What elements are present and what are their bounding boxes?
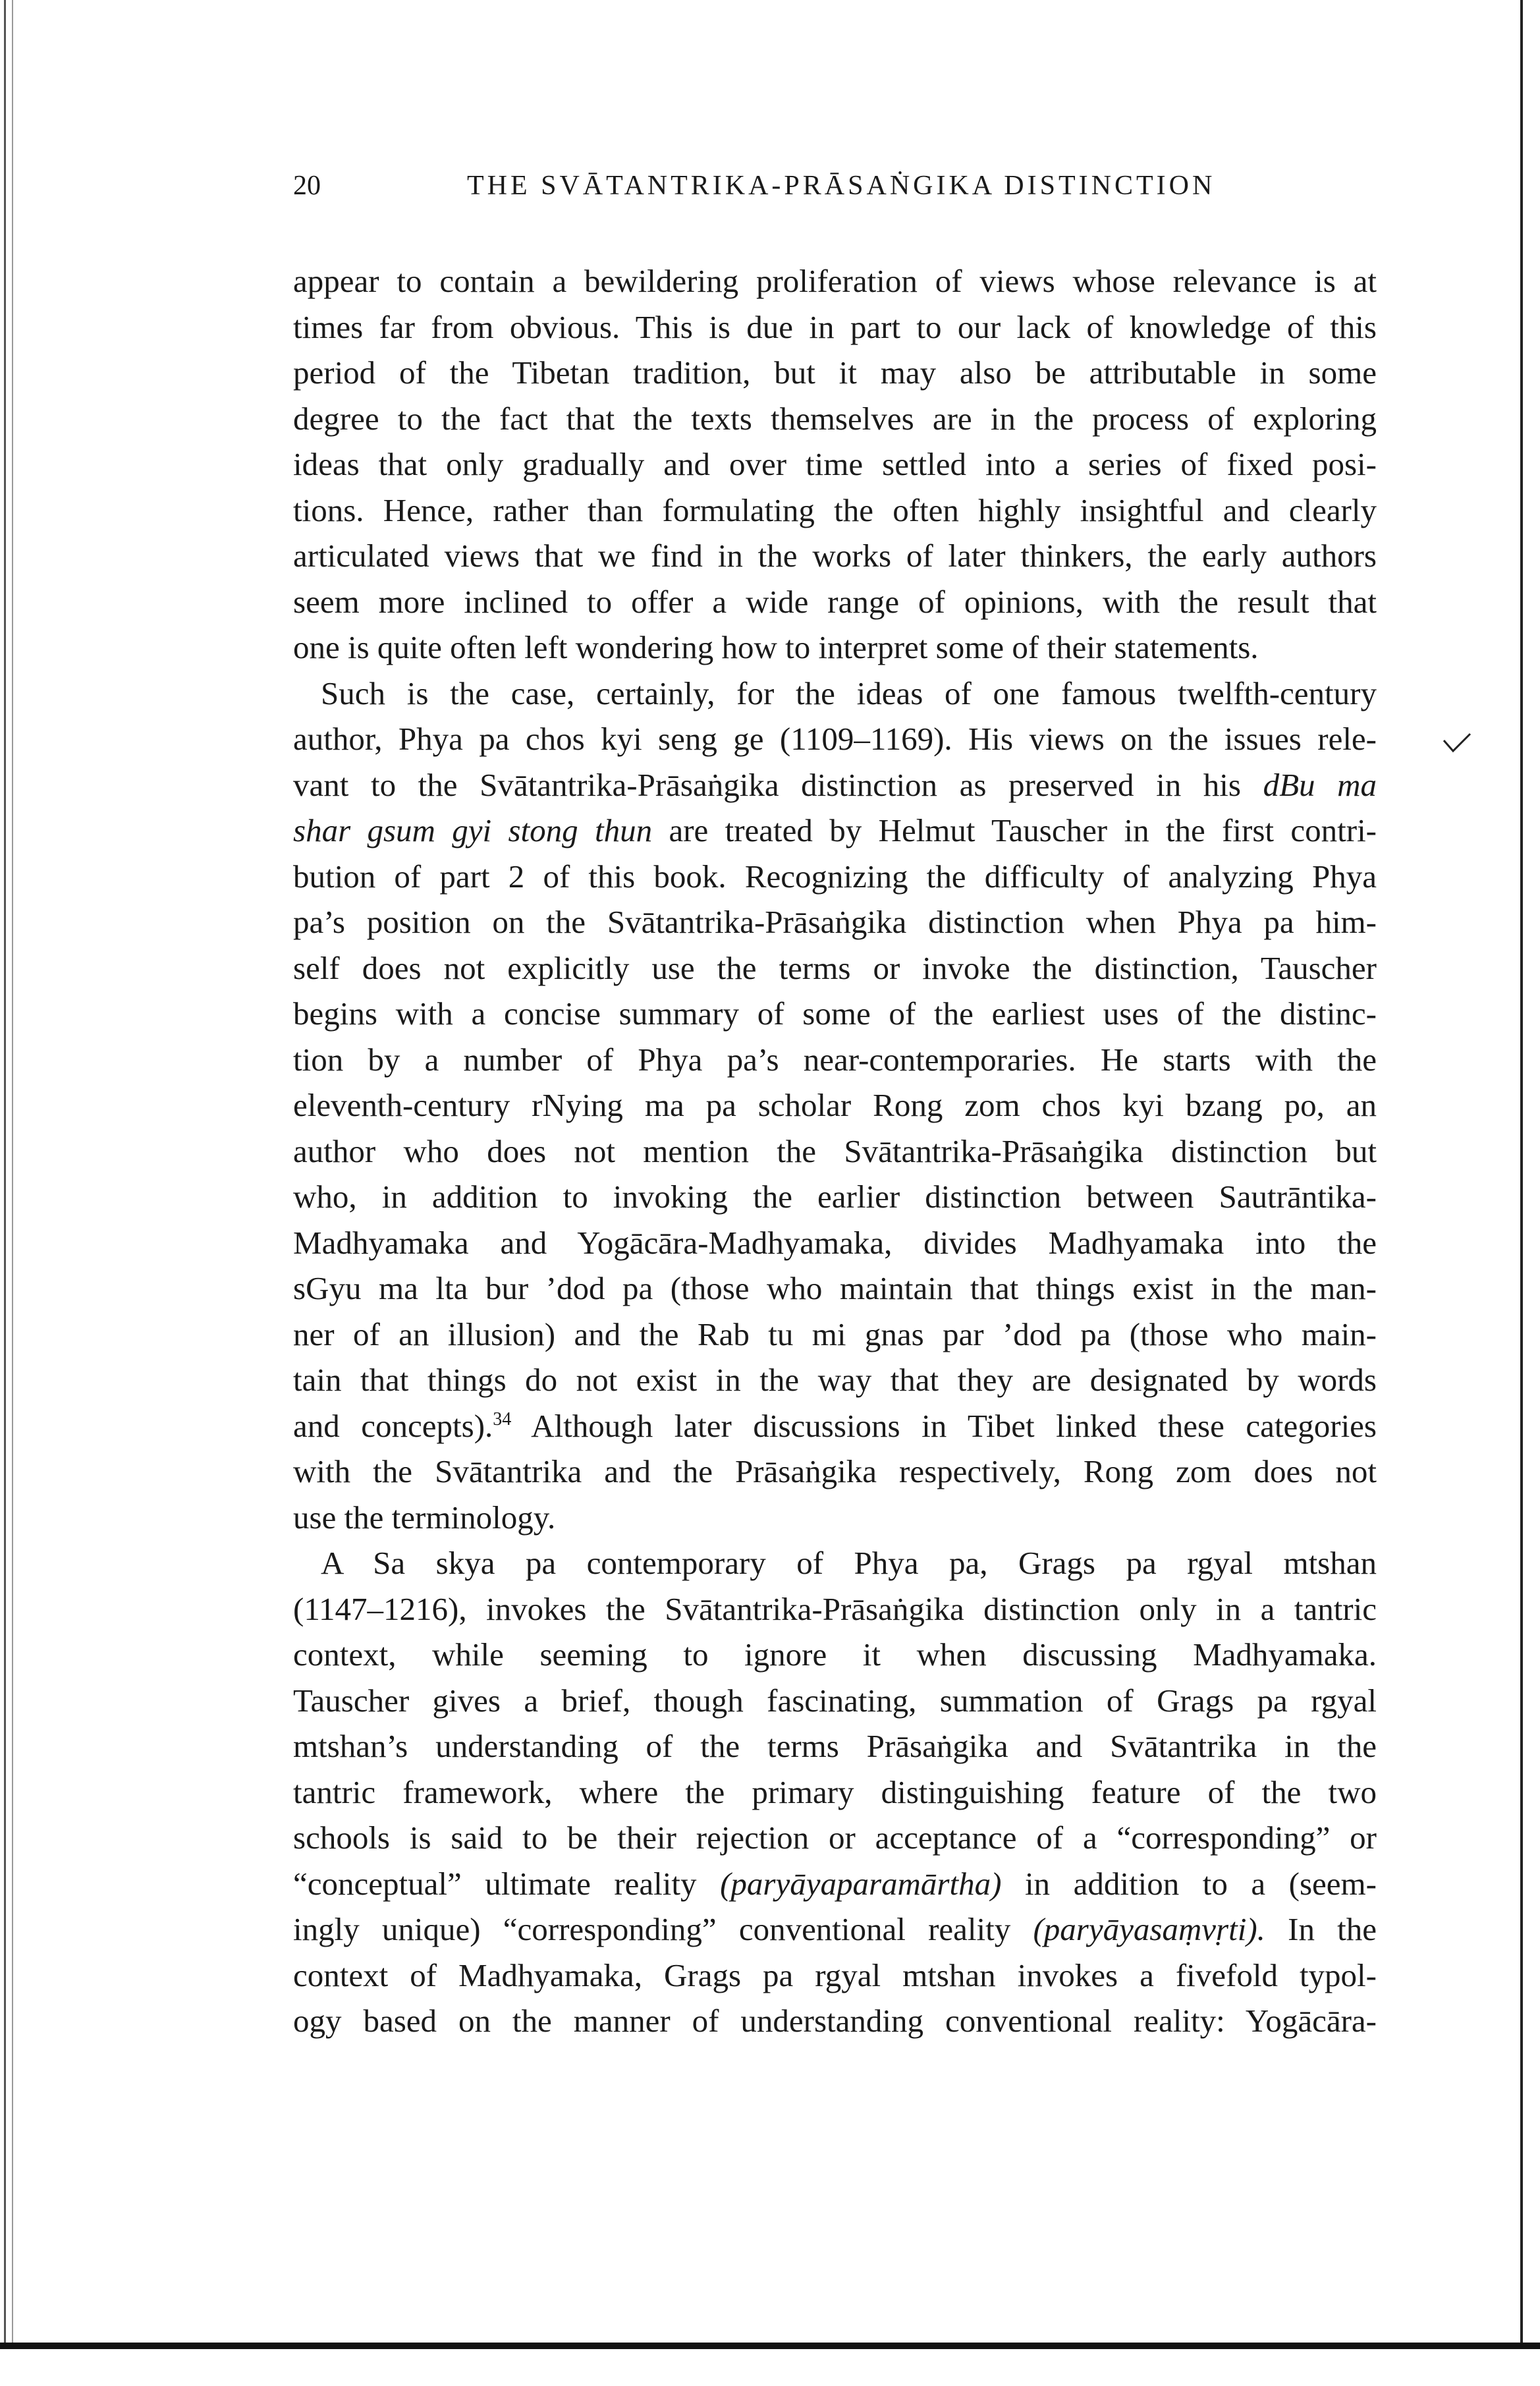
text-line [293, 396, 1377, 442]
italic-text: shar gsum gyi stong thun [293, 812, 653, 848]
text-segment: sGyu ma lta bur ’dod pa (those who maintain that things exist in the man- [293, 1270, 1377, 1306]
check-mark-icon [1443, 731, 1471, 755]
text-segment: and concepts). [293, 1407, 493, 1444]
text-segment: context of Madhyamaka, Grags pa rgyal mtshan invokes a fivefold typol- [293, 1956, 1377, 1993]
text-segment: ingly unique) “corresponding” conventional reality [293, 1911, 1033, 1947]
text-line [293, 1312, 1377, 1358]
text-segment: mtshan’s understanding of the terms Prāsaṅgika and Svātantrika in the [293, 1728, 1377, 1764]
italic-text: dBu ma [1263, 766, 1377, 803]
text-segment: use the terminology. [293, 1499, 556, 1536]
text-line [293, 991, 1377, 1037]
text-segment: vant to the Svātantrika-Prāsaṅgika distinction as preserved in his [293, 766, 1263, 803]
text-segment: Such is the case, certainly, for the ideas of one famous twelfth-century [321, 675, 1377, 711]
text-line [293, 945, 1377, 991]
text-line [293, 1953, 1377, 1999]
text-segment: ogy based on the manner of understanding conventional reality: Yogācāra- [293, 2003, 1377, 2039]
text-line [293, 1678, 1377, 1724]
text-line [293, 350, 1377, 396]
text-segment: with the Svātantrika and the Prāsaṅgika respectively, Rong zom does not [293, 1453, 1377, 1489]
text-line [293, 1128, 1377, 1175]
text-segment: times far from obvious. This is due in part to our lack of knowledge of this [293, 308, 1377, 345]
text-segment: “conceptual” ultimate reality [293, 1865, 721, 1902]
paragraph [293, 671, 1377, 1541]
text-segment: are treated by Helmut Tauscher in the first contri- [652, 812, 1377, 848]
text-line [293, 441, 1377, 487]
text-line [293, 258, 1377, 304]
text-segment: (1147–1216), invokes the Svātantrika-Prāsaṅgika distinction only in a tantric [293, 1590, 1377, 1627]
text-segment: seem more inclined to offer a wide range of opinions, with the result that [293, 583, 1377, 620]
text-line [293, 624, 1377, 671]
page-number: 20 [293, 171, 321, 201]
text-line [293, 716, 1377, 762]
text-segment: In the [1265, 1911, 1377, 1947]
text-line [293, 1403, 1377, 1449]
text-line [293, 1861, 1377, 1907]
text-segment: schools is said to be their rejection or acceptance of a “corresponding” or [293, 1819, 1377, 1856]
text-segment: tions. Hence, rather than formulating the often highly insightful and clearly [293, 491, 1377, 528]
text-segment: in addition to a (seem- [1001, 1865, 1377, 1902]
text-segment: begins with a concise summary of some of the earliest uses of the distinc- [293, 995, 1377, 1032]
text-line [293, 487, 1377, 534]
text-segment: degree to the fact that the texts themselves are in the process of exploring [293, 400, 1377, 437]
text-line [293, 1815, 1377, 1861]
text-segment: bution of part 2 of this book. Recognizing the difficulty of analyzing Phya [293, 858, 1377, 895]
text-line [293, 1586, 1377, 1632]
text-line [293, 808, 1377, 854]
scan-edge-left [4, 0, 6, 2345]
running-title: THE SVĀTANTRIKA-PRĀSAṄGIKA DISTINCTION [467, 171, 1216, 201]
scan-edge-bottom [0, 2343, 1540, 2349]
text-segment: appear to contain a bewildering proliferation of views whose relevance is at [293, 263, 1377, 299]
text-segment: self does not explicitly use the terms or invoke the distinction, Tauscher [293, 949, 1377, 986]
text-segment: author who does not mention the Svātantrika-Prāsaṅgika distinction but [293, 1132, 1377, 1169]
text-line [293, 854, 1377, 900]
paragraph [293, 1540, 1377, 2044]
text-segment: A Sa skya pa contemporary of Phya pa, Grags pa rgyal mtshan [321, 1545, 1377, 1581]
text-line [293, 1906, 1377, 1953]
text-line [293, 1174, 1377, 1220]
text-line [293, 1265, 1377, 1312]
text-line [293, 1220, 1377, 1266]
text-line [293, 1769, 1377, 1816]
text-line [293, 1723, 1377, 1769]
text-line [293, 1082, 1377, 1128]
text-line [293, 899, 1377, 945]
scan-edge-left-inner [12, 0, 13, 2345]
text-segment: author, Phya pa chos kyi seng ge (1109–1169). His views on the issues rele- [293, 721, 1377, 757]
running-header [293, 170, 1377, 207]
text-segment: pa’s position on the Svātantrika-Prāsaṅgika distinction when Phya pa him- [293, 904, 1377, 940]
italic-text: (paryāyasaṃvṛti). [1033, 1911, 1265, 1947]
text-segment: Although later discussions in Tibet linked these categories [511, 1407, 1377, 1444]
text-line [293, 533, 1377, 579]
paragraph [293, 258, 1377, 671]
text-segment: tain that things do not exist in the way that they are designated by words [293, 1362, 1377, 1398]
text-segment: context, while seeming to ignore it when discussing Madhyamaka. [293, 1636, 1377, 1673]
footnote-ref: 34 [493, 1408, 512, 1429]
text-segment: period of the Tibetan tradition, but it may also be attributable in some [293, 354, 1377, 391]
text-line [293, 304, 1377, 350]
text-segment: who, in addition to invoking the earlier distinction between Sautrāntika- [293, 1179, 1377, 1215]
italic-text: (paryāyaparamārtha) [720, 1865, 1002, 1902]
text-line [293, 1357, 1377, 1403]
text-segment: Madhyamaka and Yogācāra-Madhyamaka, divides Madhyamaka into the [293, 1224, 1377, 1261]
text-line [293, 579, 1377, 625]
text-segment: tion by a number of Phya pa’s near-contemporaries. He starts with the [293, 1041, 1377, 1078]
text-line [293, 1037, 1377, 1083]
scan-edge-right [1520, 0, 1523, 2345]
text-line [293, 1632, 1377, 1678]
text-line [293, 1449, 1377, 1495]
text-line [293, 1540, 1377, 1586]
text-line [293, 762, 1377, 808]
text-segment: tantric framework, where the primary distinguishing feature of the two [293, 1773, 1377, 1810]
text-line [293, 671, 1377, 717]
text-segment: one is quite often left wondering how to interpret some of their statements. [293, 629, 1259, 665]
text-segment: ner of an illusion) and the Rab tu mi gnas par ’dod pa (those who main- [293, 1316, 1377, 1352]
text-segment: ideas that only gradually and over time settled into a series of fixed posi- [293, 446, 1377, 482]
text-segment: articulated views that we find in the works of later thinkers, the early authors [293, 538, 1377, 574]
text-segment: eleventh-century rNying ma pa scholar Rong zom chos kyi bzang po, an [293, 1087, 1377, 1123]
text-line [293, 1495, 1377, 1541]
body-text [293, 258, 1377, 2044]
text-segment: Tauscher gives a brief, though fascinating, summation of Grags pa rgyal [293, 1682, 1377, 1719]
text-line [293, 1998, 1377, 2044]
